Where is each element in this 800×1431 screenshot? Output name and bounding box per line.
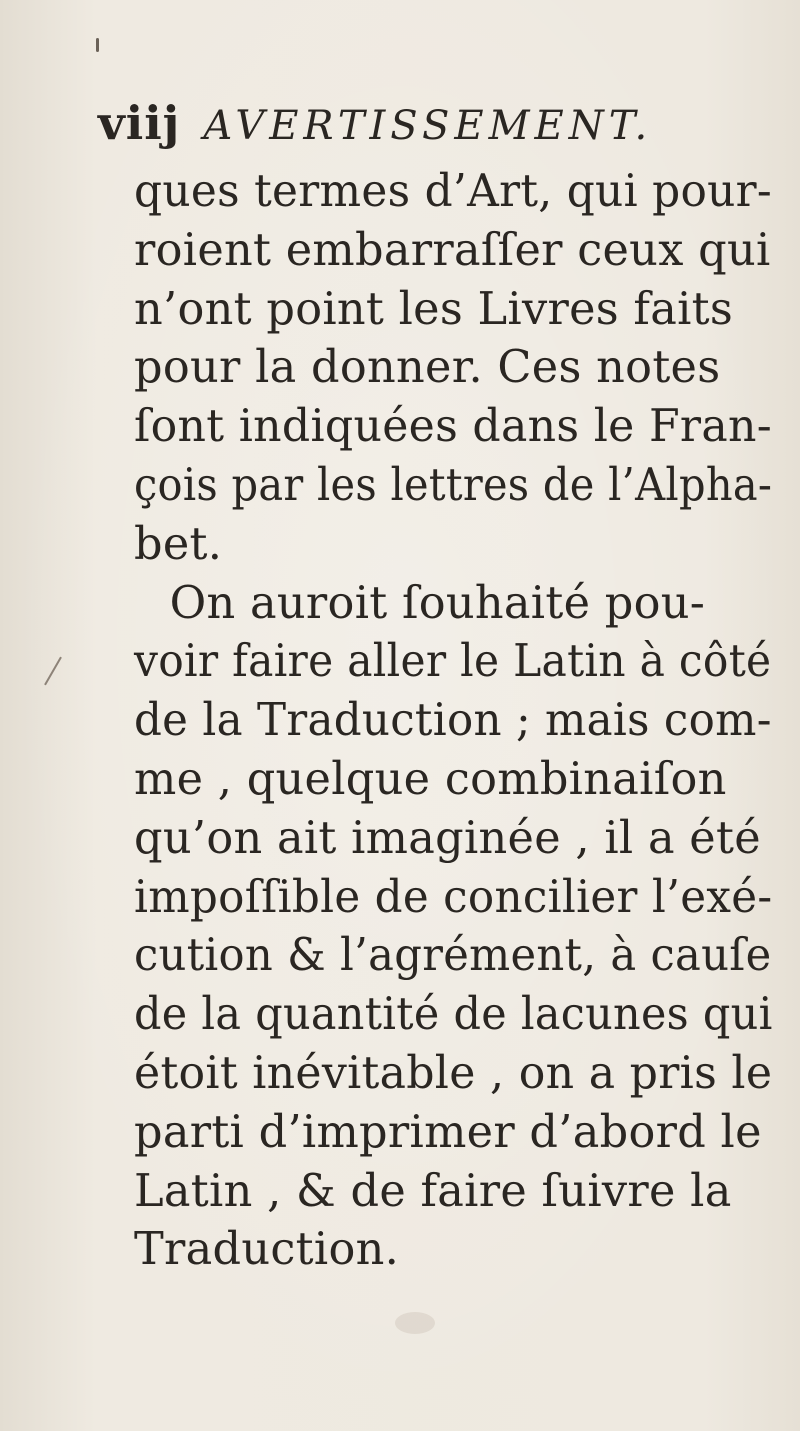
running-title: AVERTISSEMENT.	[203, 103, 653, 149]
text-line: de la Traduction ; mais com-	[134, 693, 772, 747]
page-mark	[96, 38, 99, 52]
text-line: roient embarraſſer ceux qui	[134, 222, 771, 276]
body-text	[134, 162, 778, 1279]
text-line: pour la donner. Ces notes	[134, 340, 721, 394]
paragraph-start-line: On auroit ſouhaité pou-	[169, 575, 706, 629]
text-line: ſont indiquées dans le Fran-	[134, 399, 772, 453]
text-line: de la quantité de lacunes qui	[134, 987, 773, 1041]
page-header	[98, 96, 758, 156]
margin-mark	[44, 657, 62, 686]
text-line: cution & l’agrément, à cauſe	[134, 928, 772, 982]
text-line: étoit inévitable , on a pris le	[134, 1045, 773, 1099]
text-line: çois par les lettres de l’Alpha-	[134, 457, 773, 511]
text-line: bet.	[134, 516, 223, 570]
text-line: Latin , & de faire ſuivre la	[134, 1163, 732, 1217]
ink-smudge	[395, 1312, 435, 1334]
text-line: Traduction.	[134, 1222, 400, 1276]
text-line: me , quelque combinaiſon	[134, 751, 727, 805]
text-line: voir faire aller le Latin à côté	[134, 634, 772, 688]
text-line: ques termes d’Art, qui pour-	[134, 164, 773, 217]
page-number: viij	[98, 96, 181, 150]
text-line: parti d’imprimer d’abord le	[134, 1104, 762, 1158]
text-line: qu’on ait imaginée , il a été	[134, 810, 761, 864]
text-line: impoſſible de concilier l’exé-	[134, 869, 773, 923]
text-line: n’ont point les Livres faits	[134, 281, 734, 335]
